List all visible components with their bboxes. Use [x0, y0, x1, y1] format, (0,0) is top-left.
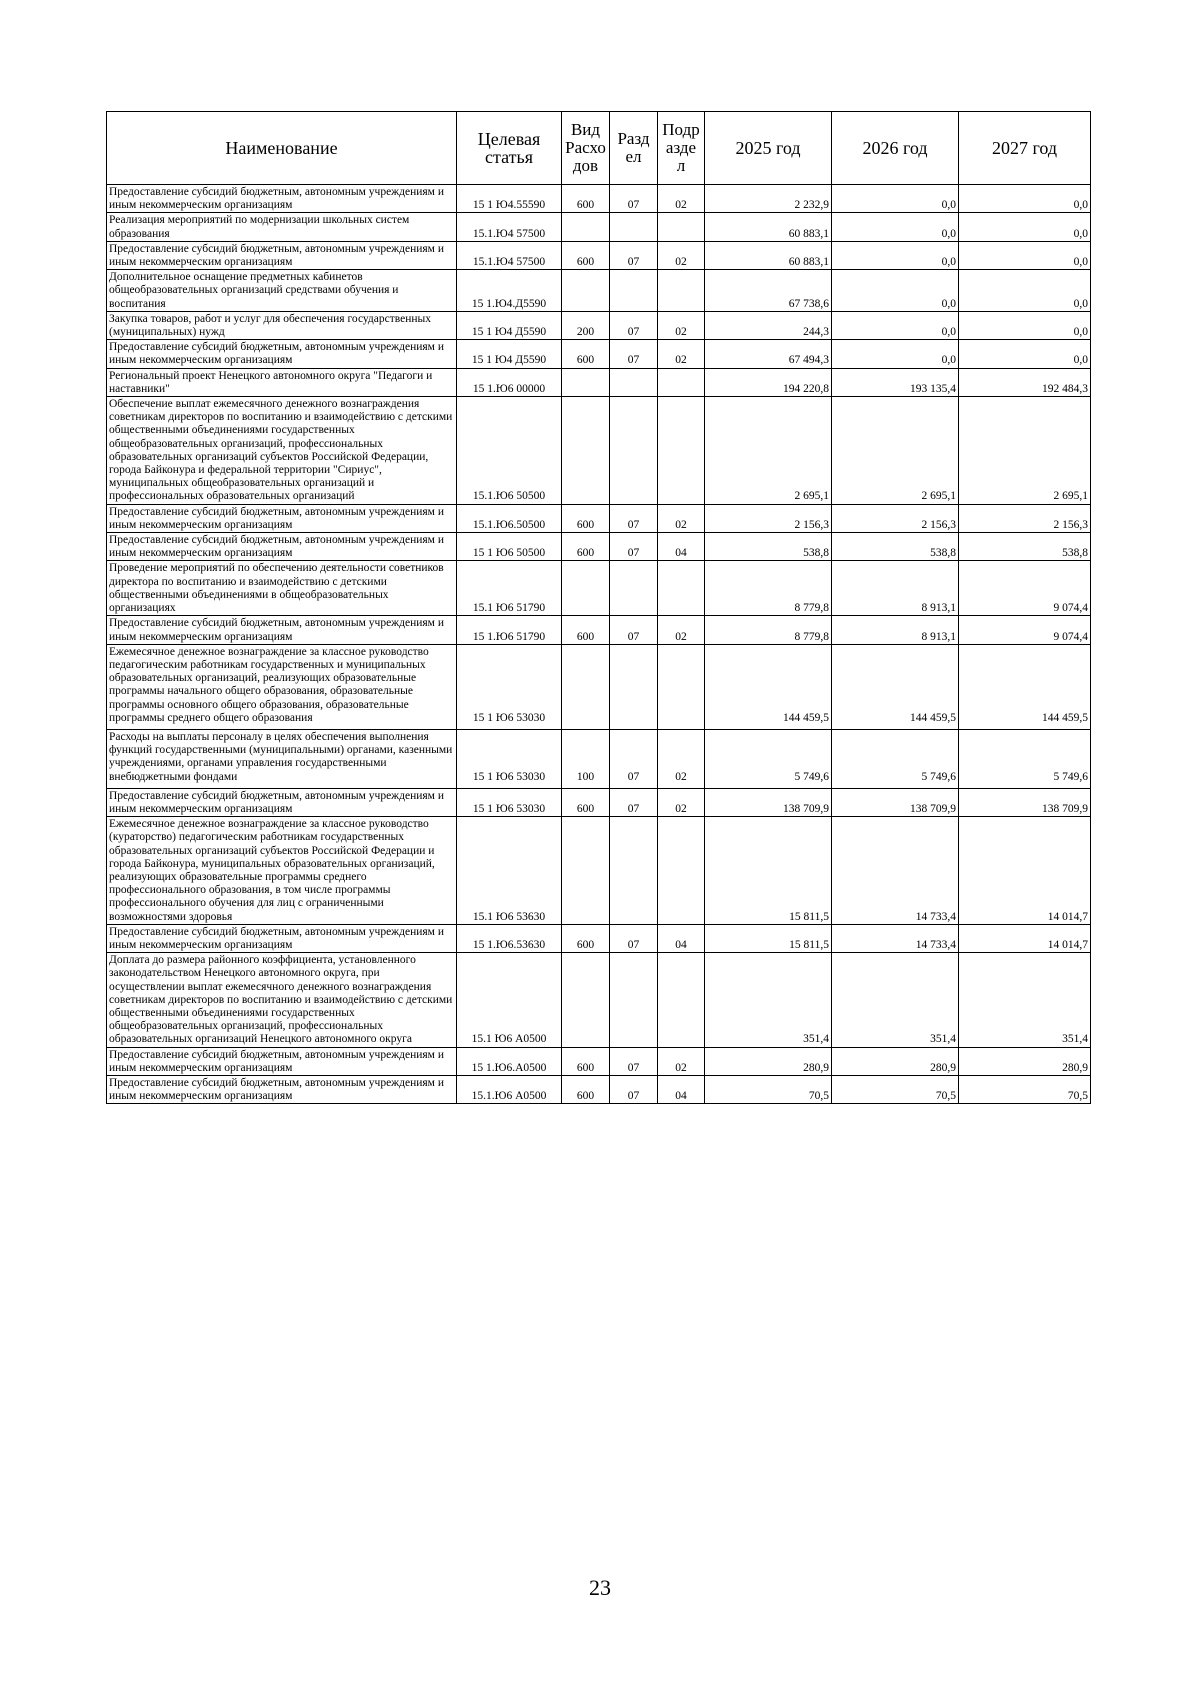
- cell-section: 07: [610, 311, 658, 339]
- cell-2026: 5 749,6: [832, 729, 959, 788]
- cell-expense-type: 600: [562, 185, 610, 213]
- cell-expense-type: 600: [562, 504, 610, 532]
- cell-name: Проведение мероприятий по обеспечению деятельности советников директора по воспитанию и взаимодействию с детскими общественными объединениями в общеобразовательных организациях: [107, 561, 457, 616]
- cell-section: 07: [610, 1047, 658, 1075]
- cell-2026: 2 695,1: [832, 397, 959, 505]
- cell-2025: 2 232,9: [705, 185, 832, 213]
- cell-expense-type: 600: [562, 1076, 610, 1104]
- cell-name: Предоставление субсидий бюджетным, автономным учреждениям и иным некоммерческим организациям: [107, 1076, 457, 1104]
- cell-target: 15 1.Ю6.А0500: [457, 1047, 562, 1075]
- cell-2025: 15 811,5: [705, 817, 832, 925]
- table-row: [107, 1076, 1091, 1104]
- cell-2027: 144 459,5: [959, 644, 1091, 729]
- cell-2027: 9 074,4: [959, 616, 1091, 644]
- cell-2025: 67 494,3: [705, 340, 832, 368]
- table-row: [107, 241, 1091, 269]
- cell-expense-type: 600: [562, 616, 610, 644]
- cell-target: 15 1.Ю6 00000: [457, 368, 562, 396]
- cell-subsection: 02: [658, 340, 705, 368]
- cell-subsection: 02: [658, 504, 705, 532]
- table-row: [107, 504, 1091, 532]
- table-row: [107, 397, 1091, 505]
- cell-2027: 0,0: [959, 241, 1091, 269]
- cell-name: Предоставление субсидий бюджетным, автономным учреждениям и иным некоммерческим организациям: [107, 533, 457, 561]
- cell-subsection: 02: [658, 311, 705, 339]
- cell-expense-type: 200: [562, 311, 610, 339]
- cell-2025: 70,5: [705, 1076, 832, 1104]
- cell-subsection: [658, 953, 705, 1047]
- cell-expense-type: 600: [562, 924, 610, 952]
- cell-2027: 2 156,3: [959, 504, 1091, 532]
- cell-expense-type: [562, 270, 610, 312]
- cell-subsection: 02: [658, 729, 705, 788]
- cell-expense-type: 600: [562, 533, 610, 561]
- cell-2027: 538,8: [959, 533, 1091, 561]
- col-header-expense-type: Вид Расхо дов: [562, 112, 610, 185]
- cell-2027: 70,5: [959, 1076, 1091, 1104]
- cell-2026: 0,0: [832, 241, 959, 269]
- cell-expense-type: [562, 368, 610, 396]
- cell-target: 15 1 Ю4 Д5590: [457, 340, 562, 368]
- cell-2026: 0,0: [832, 270, 959, 312]
- table-row: [107, 368, 1091, 396]
- cell-subsection: 02: [658, 1047, 705, 1075]
- cell-expense-type: 600: [562, 340, 610, 368]
- cell-name: Предоставление субсидий бюджетным, автономным учреждениям и иным некоммерческим организациям: [107, 340, 457, 368]
- cell-2025: 351,4: [705, 953, 832, 1047]
- page-number: 23: [589, 1575, 611, 1600]
- cell-2025: 60 883,1: [705, 241, 832, 269]
- cell-subsection: [658, 270, 705, 312]
- table-row: [107, 953, 1091, 1047]
- col-header-subsection: Подр азде л: [658, 112, 705, 185]
- cell-section: [610, 397, 658, 505]
- table-row: [107, 1047, 1091, 1075]
- cell-2026: 14 733,4: [832, 924, 959, 952]
- table-row: [107, 817, 1091, 925]
- cell-name: Обеспечение выплат ежемесячного денежного вознаграждения советникам директоров по воспитанию и взаимодействию с детскими общественными объединениями государственных общеобразовательных организаций, профессиональных образовательных организаций субъектов Российской Федерации, города Байконура и федеральной территории "Сириус", муниципальных общеобразовательных организаций и профессиональных образовательных организаций: [107, 397, 457, 505]
- cell-section: [610, 561, 658, 616]
- cell-target: 15 1 Ю6 53030: [457, 788, 562, 816]
- table-row: [107, 340, 1091, 368]
- cell-section: 07: [610, 616, 658, 644]
- table-header-row: [107, 112, 1091, 185]
- cell-2026: 2 156,3: [832, 504, 959, 532]
- table-row: [107, 311, 1091, 339]
- cell-section: 07: [610, 924, 658, 952]
- cell-2025: 144 459,5: [705, 644, 832, 729]
- table-row: [107, 924, 1091, 952]
- table-row: [107, 616, 1091, 644]
- cell-section: 07: [610, 1076, 658, 1104]
- cell-section: [610, 953, 658, 1047]
- cell-target: 15.1.Ю6.50500: [457, 504, 562, 532]
- cell-2025: 15 811,5: [705, 924, 832, 952]
- cell-2027: 14 014,7: [959, 924, 1091, 952]
- cell-target: 15.1.Ю4 57500: [457, 213, 562, 241]
- cell-target: 15 1 Ю6 53030: [457, 644, 562, 729]
- cell-section: 07: [610, 729, 658, 788]
- col-header-target: Целевая статья: [457, 112, 562, 185]
- cell-2025: 60 883,1: [705, 213, 832, 241]
- cell-2026: 70,5: [832, 1076, 959, 1104]
- cell-2025: 8 779,8: [705, 616, 832, 644]
- cell-target: 15.1.Ю4 57500: [457, 241, 562, 269]
- cell-subsection: 02: [658, 616, 705, 644]
- cell-2026: 8 913,1: [832, 561, 959, 616]
- cell-section: 07: [610, 185, 658, 213]
- cell-section: [610, 817, 658, 925]
- cell-2025: 8 779,8: [705, 561, 832, 616]
- cell-2026: 14 733,4: [832, 817, 959, 925]
- cell-subsection: 02: [658, 185, 705, 213]
- cell-2025: 538,8: [705, 533, 832, 561]
- cell-2027: 351,4: [959, 953, 1091, 1047]
- cell-2026: 0,0: [832, 340, 959, 368]
- cell-2026: 8 913,1: [832, 616, 959, 644]
- cell-section: [610, 213, 658, 241]
- cell-section: 07: [610, 504, 658, 532]
- table-row: [107, 729, 1091, 788]
- cell-2025: 67 738,6: [705, 270, 832, 312]
- cell-subsection: [658, 368, 705, 396]
- cell-expense-type: [562, 213, 610, 241]
- cell-2027: 5 749,6: [959, 729, 1091, 788]
- table-row: [107, 533, 1091, 561]
- cell-2027: 192 484,3: [959, 368, 1091, 396]
- cell-2025: 138 709,9: [705, 788, 832, 816]
- cell-subsection: 04: [658, 924, 705, 952]
- cell-expense-type: [562, 644, 610, 729]
- cell-2026: 0,0: [832, 311, 959, 339]
- cell-2026: 280,9: [832, 1047, 959, 1075]
- cell-2026: 138 709,9: [832, 788, 959, 816]
- cell-subsection: [658, 213, 705, 241]
- cell-subsection: [658, 644, 705, 729]
- cell-2027: 0,0: [959, 185, 1091, 213]
- cell-name: Региональный проект Ненецкого автономного округа "Педагоги и наставники": [107, 368, 457, 396]
- cell-subsection: [658, 397, 705, 505]
- cell-expense-type: 100: [562, 729, 610, 788]
- cell-name: Предоставление субсидий бюджетным, автономным учреждениям и иным некоммерческим организациям: [107, 185, 457, 213]
- table-body: [107, 185, 1091, 1104]
- cell-target: 15.1.Ю6 50500: [457, 397, 562, 505]
- cell-target: 15 1 Ю6 50500: [457, 533, 562, 561]
- cell-2027: 9 074,4: [959, 561, 1091, 616]
- table-row: [107, 644, 1091, 729]
- cell-name: Реализация мероприятий по модернизации школьных систем образования: [107, 213, 457, 241]
- cell-name: Предоставление субсидий бюджетным, автономным учреждениям и иным некоммерческим организациям: [107, 241, 457, 269]
- cell-2026: 144 459,5: [832, 644, 959, 729]
- cell-target: 15 1.Ю6.53630: [457, 924, 562, 952]
- cell-section: [610, 368, 658, 396]
- cell-expense-type: 600: [562, 241, 610, 269]
- cell-2026: 0,0: [832, 185, 959, 213]
- cell-expense-type: [562, 953, 610, 1047]
- cell-expense-type: 600: [562, 788, 610, 816]
- cell-subsection: 02: [658, 241, 705, 269]
- cell-2026: 193 135,4: [832, 368, 959, 396]
- cell-name: Ежемесячное денежное вознаграждение за классное руководство педагогическим работникам государственных и муниципальных образовательных организаций, реализующих образовательные программы начального общего образования, образовательные программы основного общего образования, образовательные программы среднего общего образования: [107, 644, 457, 729]
- cell-name: Расходы на выплаты персоналу в целях обеспечения выполнения функций государственными (муниципальными) органами, казенными учреждениями, органами управления государственными внебюджетными фондами: [107, 729, 457, 788]
- cell-section: 07: [610, 241, 658, 269]
- cell-name: Предоставление субсидий бюджетным, автономным учреждениям и иным некоммерческим организациям: [107, 504, 457, 532]
- table-row: [107, 561, 1091, 616]
- cell-name: Предоставление субсидий бюджетным, автономным учреждениям и иным некоммерческим организациям: [107, 924, 457, 952]
- cell-subsection: [658, 561, 705, 616]
- cell-2027: 280,9: [959, 1047, 1091, 1075]
- table-row: [107, 185, 1091, 213]
- cell-expense-type: [562, 817, 610, 925]
- cell-name: Ежемесячное денежное вознаграждение за классное руководство (кураторство) педагогическим работникам государственных образовательных организаций субъектов Российской Федерации и города Байконура, муниципальных образовательных организаций, реализующих образовательные программы среднего профессионального образования, в том числе программы профессионального обучения для лиц с ограниченными возможностями здоровья: [107, 817, 457, 925]
- cell-target: 15.1.Ю6 А0500: [457, 1076, 562, 1104]
- col-header-name: Наименование: [107, 112, 457, 185]
- col-header-2025: 2025 год: [705, 112, 832, 185]
- cell-2025: 280,9: [705, 1047, 832, 1075]
- cell-2026: 351,4: [832, 953, 959, 1047]
- cell-2025: 2 156,3: [705, 504, 832, 532]
- cell-target: 15 1 Ю6 53030: [457, 729, 562, 788]
- cell-name: Предоставление субсидий бюджетным, автономным учреждениям и иным некоммерческим организациям: [107, 788, 457, 816]
- col-header-2027: 2027 год: [959, 112, 1091, 185]
- cell-2025: 194 220,8: [705, 368, 832, 396]
- col-header-2026: 2026 год: [832, 112, 959, 185]
- cell-2026: 0,0: [832, 213, 959, 241]
- cell-subsection: 04: [658, 1076, 705, 1104]
- cell-2027: 2 695,1: [959, 397, 1091, 505]
- cell-2025: 244,3: [705, 311, 832, 339]
- cell-target: 15 1.Ю6 51790: [457, 616, 562, 644]
- cell-2027: 0,0: [959, 270, 1091, 312]
- cell-subsection: 04: [658, 533, 705, 561]
- cell-section: [610, 644, 658, 729]
- cell-name: Дополнительное оснащение предметных кабинетов общеобразовательных организаций средствами обучения и воспитания: [107, 270, 457, 312]
- cell-target: 15.1 Ю6 51790: [457, 561, 562, 616]
- table-row: [107, 270, 1091, 312]
- cell-expense-type: 600: [562, 1047, 610, 1075]
- table-row: [107, 788, 1091, 816]
- cell-2025: 2 695,1: [705, 397, 832, 505]
- cell-name: Доплата до размера районного коэффициента, установленного законодательством Ненецкого автономного округа, при осуществлении выплат ежемесячного денежного вознаграждения советникам директоров по воспитанию и взаимодействию с детскими общественными объединениями государственных общеобразовательных организаций, профессиональных образовательных организаций Ненецкого автономного округа: [107, 953, 457, 1047]
- cell-2027: 14 014,7: [959, 817, 1091, 925]
- budget-table: [106, 111, 1091, 1104]
- cell-name: Предоставление субсидий бюджетным, автономным учреждениям и иным некоммерческим организациям: [107, 1047, 457, 1075]
- table-row: [107, 213, 1091, 241]
- cell-2027: 0,0: [959, 213, 1091, 241]
- cell-target: 15 1.Ю4.Д5590: [457, 270, 562, 312]
- cell-2027: 138 709,9: [959, 788, 1091, 816]
- cell-section: 07: [610, 788, 658, 816]
- cell-target: 15.1 Ю6 53630: [457, 817, 562, 925]
- cell-2027: 0,0: [959, 311, 1091, 339]
- cell-2027: 0,0: [959, 340, 1091, 368]
- cell-subsection: [658, 817, 705, 925]
- cell-section: 07: [610, 340, 658, 368]
- col-header-section: Разд ел: [610, 112, 658, 185]
- cell-section: [610, 270, 658, 312]
- cell-target: 15 1 Ю4 Д5590: [457, 311, 562, 339]
- cell-2025: 5 749,6: [705, 729, 832, 788]
- cell-name: Предоставление субсидий бюджетным, автономным учреждениям и иным некоммерческим организациям: [107, 616, 457, 644]
- cell-target: 15.1 Ю6 А0500: [457, 953, 562, 1047]
- cell-expense-type: [562, 561, 610, 616]
- cell-section: 07: [610, 533, 658, 561]
- cell-2026: 538,8: [832, 533, 959, 561]
- cell-target: 15 1 Ю4.55590: [457, 185, 562, 213]
- cell-expense-type: [562, 397, 610, 505]
- cell-name: Закупка товаров, работ и услуг для обеспечения государственных (муниципальных) нужд: [107, 311, 457, 339]
- cell-subsection: 02: [658, 788, 705, 816]
